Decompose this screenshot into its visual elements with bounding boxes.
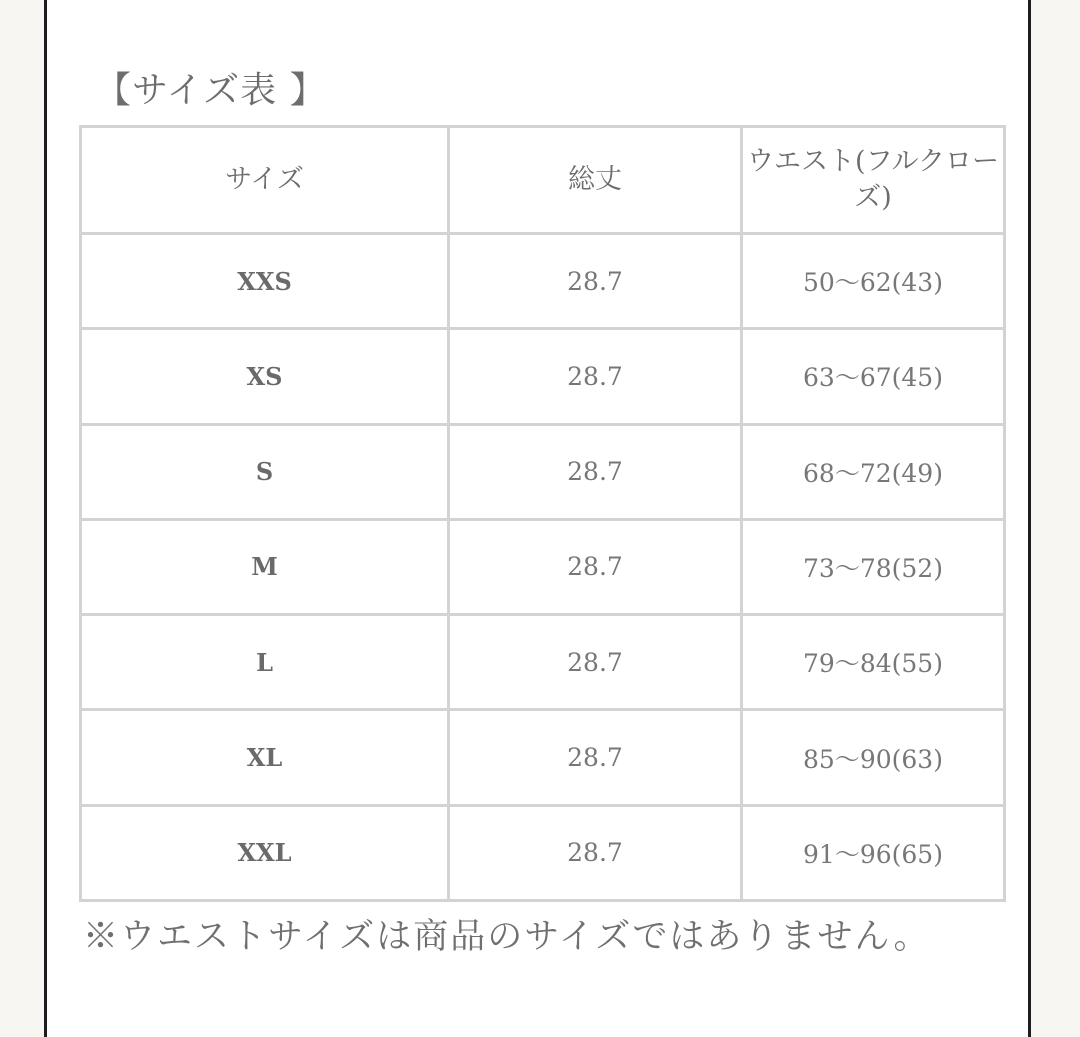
cell-size: XS [81,329,449,424]
cell-size: L [81,615,449,710]
header-length: 総丈 [449,127,742,234]
cell-waist: 73〜78(52) [742,519,1005,614]
cell-waist: 79〜84(55) [742,615,1005,710]
content-frame [44,0,1031,1037]
table-row [81,424,1005,519]
cell-length: 28.7 [449,234,742,329]
table-row [81,234,1005,329]
waist-note: ※ウエストサイズは商品のサイズではありません。 [83,917,931,957]
cell-length: 28.7 [449,615,742,710]
table-row [81,519,1005,614]
cell-length: 28.7 [449,329,742,424]
size-table-container [79,125,1003,902]
cell-size: M [81,519,449,614]
cell-waist: 68〜72(49) [742,424,1005,519]
cell-waist: 63〜67(45) [742,329,1005,424]
size-table [79,125,1006,902]
table-row [81,805,1005,900]
cell-waist: 50〜62(43) [742,234,1005,329]
cell-size: XXS [81,234,449,329]
cell-length: 28.7 [449,710,742,805]
header-size: サイズ [81,127,449,234]
cell-length: 28.7 [449,519,742,614]
cell-size: XL [81,710,449,805]
cell-size: S [81,424,449,519]
cell-length: 28.7 [449,805,742,900]
table-row [81,329,1005,424]
cell-waist: 85〜90(63) [742,710,1005,805]
page-title: 【サイズ表 】 [95,70,327,111]
table-header-row [81,127,1005,234]
table-row [81,710,1005,805]
header-waist: ウエスト(フルクローズ) [742,127,1005,234]
cell-waist: 91〜96(65) [742,805,1005,900]
cell-length: 28.7 [449,424,742,519]
table-row [81,615,1005,710]
cell-size: XXL [81,805,449,900]
